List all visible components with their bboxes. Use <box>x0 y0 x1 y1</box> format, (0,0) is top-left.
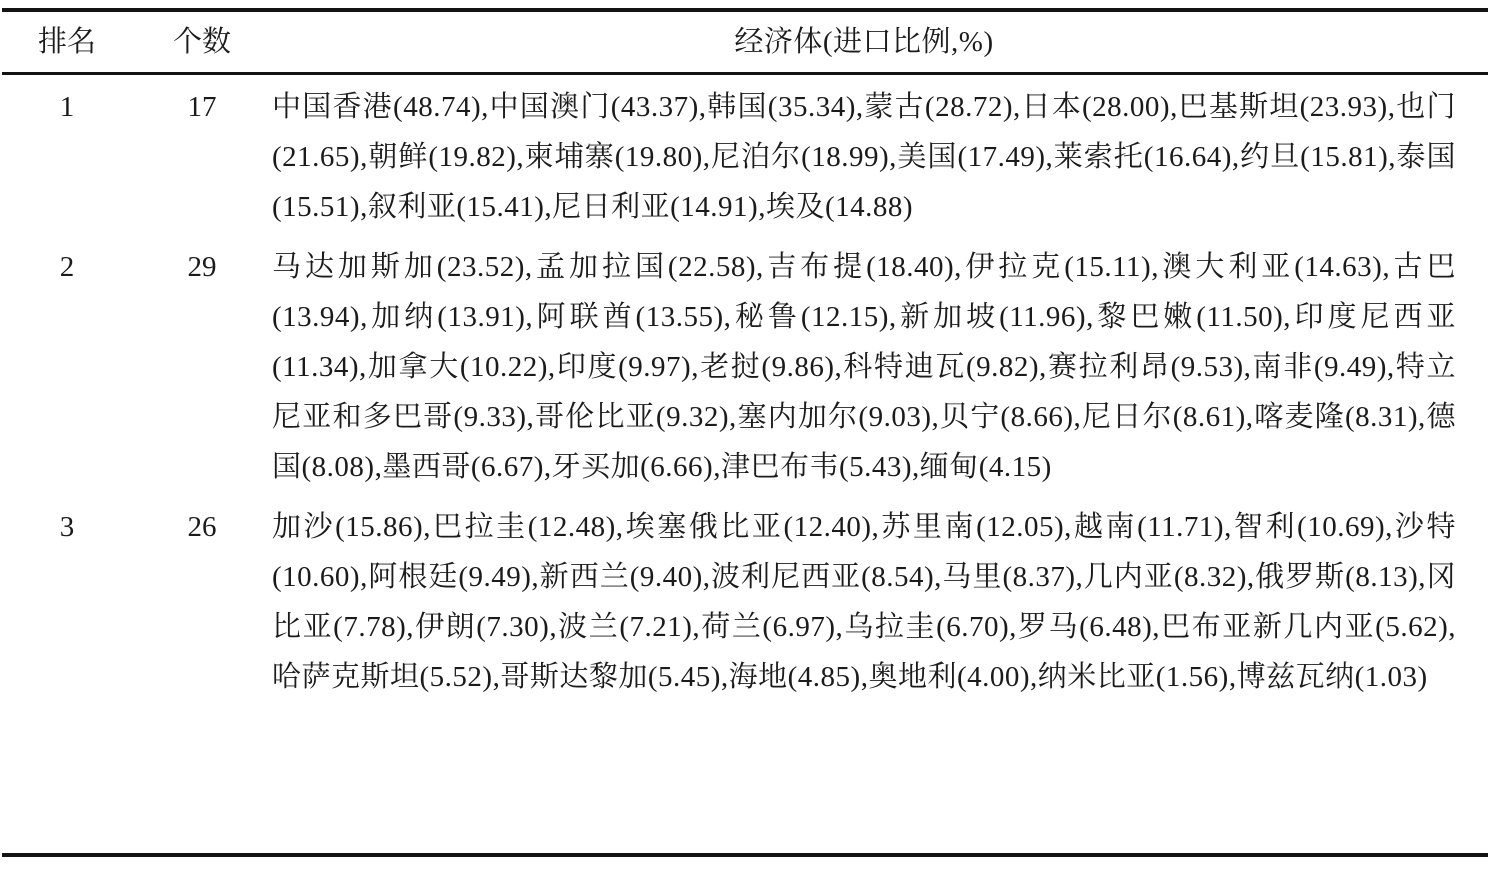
table-row-3 <box>2 502 1488 702</box>
table-row-1 <box>2 82 1488 232</box>
rank-value: 3 <box>59 511 75 543</box>
rank-value: 1 <box>59 91 75 123</box>
table-header-row <box>2 12 1488 75</box>
header-count: 个数 <box>172 26 231 58</box>
header-rank: 排名 <box>37 26 96 58</box>
economies-list: 马达加斯加(23.52),孟加拉国(22.58),吉布提(18.40),伊拉克(15.11),澳大利亚(14.63),古巴(13.94),加纳(13.91),阿联酋(13.55),秘鲁(12.15),新加坡(11.96),黎巴嫩(11.50),印度尼西亚(11.34),加拿大(10.22),印度(9.97),老挝(9.86),科特迪瓦(9.82),赛拉利昂(9.53),南非(9.49),特立尼亚和多巴哥(9.33),哥伦比亚(9.32),塞内加尔(9.03),贝宁(8.66),尼日尔(8.61),喀麦隆(8.31),德国(8.08),墨西哥(6.67),牙买加(6.66),津巴布韦(5.43),缅甸(4.15) <box>272 251 1456 483</box>
import-ratio-table <box>2 8 1488 857</box>
economies-list: 加沙(15.86),巴拉圭(12.48),埃塞俄比亚(12.40),苏里南(12.05),越南(11.71),智利(10.69),沙特(10.60),阿根廷(9.49),新西兰(9.40),波利尼西亚(8.54),马里(8.37),几内亚(8.32),俄罗斯(8.13),冈比亚(7.78),伊朗(7.30),波兰(7.21),荷兰(6.97),乌拉圭(6.70),罗马(6.48),巴布亚新几内亚(5.62),哈萨克斯坦(5.52),哥斯达黎加(5.45),海地(4.85),奥地利(4.00),纳米比亚(1.56),博兹瓦纳(1.03) <box>272 511 1456 693</box>
count-value: 29 <box>187 251 217 283</box>
table-body <box>2 75 1488 702</box>
header-economies: 经济体(进口比例,%) <box>734 26 994 58</box>
rank-value: 2 <box>59 251 75 283</box>
count-value: 26 <box>187 511 217 543</box>
count-value: 17 <box>187 91 217 123</box>
economies-list: 中国香港(48.74),中国澳门(43.37),韩国(35.34),蒙古(28.72),日本(28.00),巴基斯坦(23.93),也门(21.65),朝鲜(19.82),柬埔寨(19.80),尼泊尔(18.99),美国(17.49),莱索托(16.64),约旦(15.81),泰国(15.51),叙利亚(15.41),尼日利亚(14.91),埃及(14.88) <box>272 91 1456 223</box>
table-row-2 <box>2 242 1488 492</box>
